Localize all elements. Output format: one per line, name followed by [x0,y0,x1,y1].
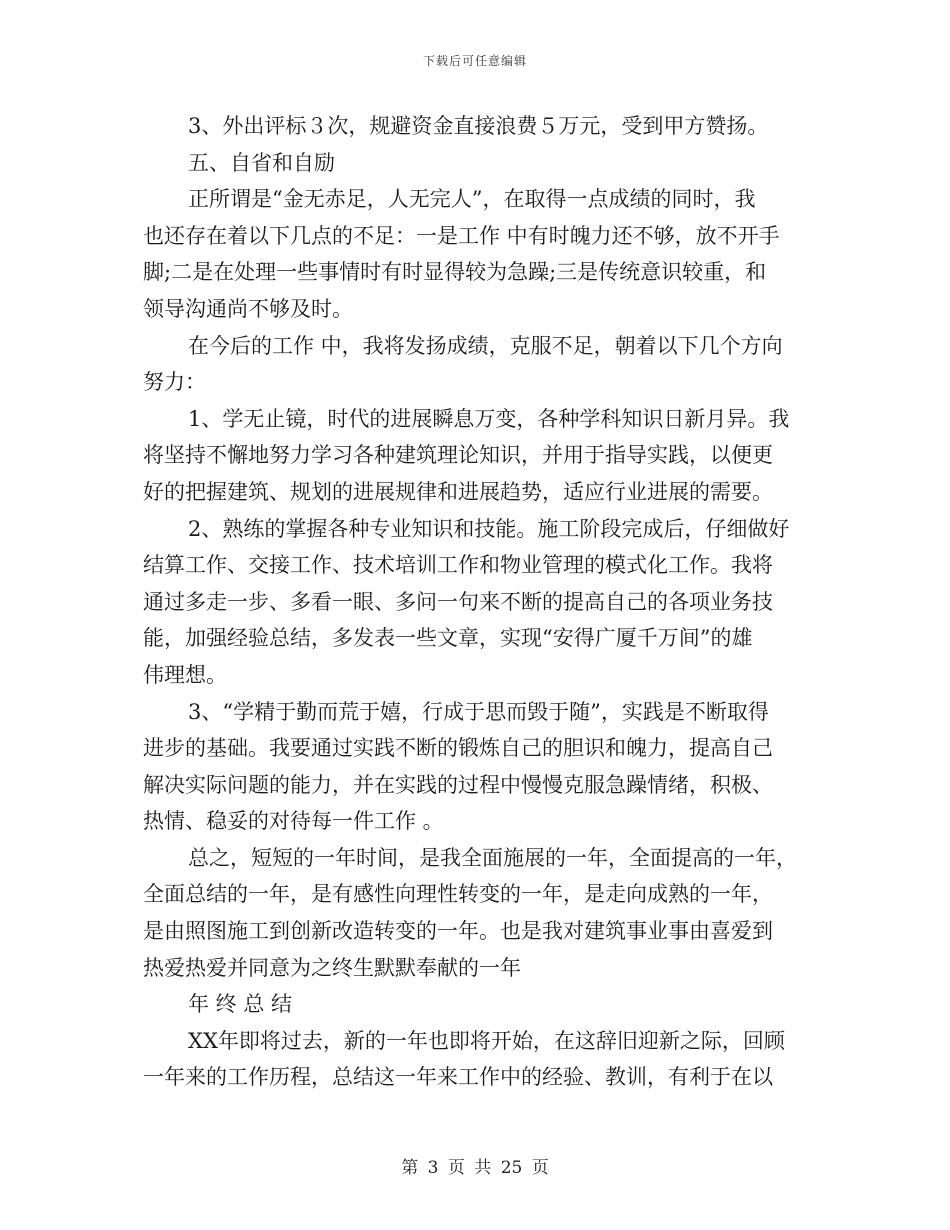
document-body [143,108,808,1096]
paragraph-line: 领导沟通尚不够及时。 [143,296,353,321]
page-number: 第 3 页 共 25 页 [401,1158,549,1178]
paragraph-line: 通过多走一步、多看一眼、多问一句来不断的提高自己的各项业务技 [143,589,773,614]
paragraph-line: 3、外出评标３次，规避资金直接浪费５万元，受到甲方赞扬。 [188,114,769,138]
section-heading: 年 终 总 结 [188,992,293,1017]
paragraph-line: 总之，短短的一年时间，是我全面施展的一年，全面提高的一年， [188,845,797,870]
paragraph-line: 能，加强经验总结，多发表一些文章，实现“安得广厦千万间”的雄 [143,626,753,651]
paragraph-line: 全面总结的一年，是有感性向理性转变的一年，是走向成熟的一年， [143,882,773,907]
paragraph-line: 好的把握建筑、规划的进展规律和进展趋势，适应行业进展的需要。 [143,479,773,504]
paragraph-line: 正所谓是“金无赤足，人无完人”，在取得一点成绩的同时，我 [188,187,756,212]
paragraph-line: 1、学无止镜，时代的进展瞬息万变，各种学科知识日新月异。我 [188,406,790,431]
paragraph-line: 努力： [143,370,206,395]
paragraph-line: 解决实际问题的能力，并在实践的过程中慢慢克服急躁情绪，积极、 [143,772,773,797]
paragraph-line: 是由照图施工到创新改造转变的一年。也是我对建筑事业事由喜爱到 [143,919,773,944]
page-header: 下载后可任意编辑 [422,54,527,68]
paragraph-line: 伟理想。 [143,662,227,687]
paragraph-line: 结算工作、交接工作、技术培训工作和物业管理的模式化工作。我将 [143,553,773,578]
paragraph-line: 也还存在着以下几点的不足：一是工作 中有时魄力还不够，放不开手 [143,223,780,248]
paragraph-line: 脚;二是在处理一些事情时有时显得较为急躁;三是传统意识较重，和 [143,260,767,285]
paragraph-line: 进步的基础。我要通过实践不断的锻炼自己的胆识和魄力，提高自己 [143,736,773,761]
paragraph-line: 3、“学精于勤而荒于嬉，行成于思而毁于随”，实践是不断取得 [188,699,769,724]
paragraph-line: 在今后的工作 中，我将发扬成绩，克服不足，朝着以下几个方向 [188,333,783,358]
paragraph-line: XX年即将过去，新的一年也即将开始，在这辞旧迎新之际，回顾 [188,1028,785,1053]
section-heading: 五、自省和自励 [188,150,335,175]
paragraph-line: 热情、稳妥的对待每一件工作 。 [143,809,444,834]
paragraph-line: 将坚持不懈地努力学习各种建筑理论知识，并用于指导实践，以便更 [143,443,773,468]
paragraph-line: 一年来的工作历程，总结这一年来工作中的经验、教训，有利于在以 [143,1065,773,1090]
paragraph-line: 2、熟练的掌握各种专业知识和技能。施工阶段完成后，仔细做好 [188,516,790,541]
paragraph-line: 热爱热爱并同意为之终生默默奉献的一年 [143,955,521,980]
